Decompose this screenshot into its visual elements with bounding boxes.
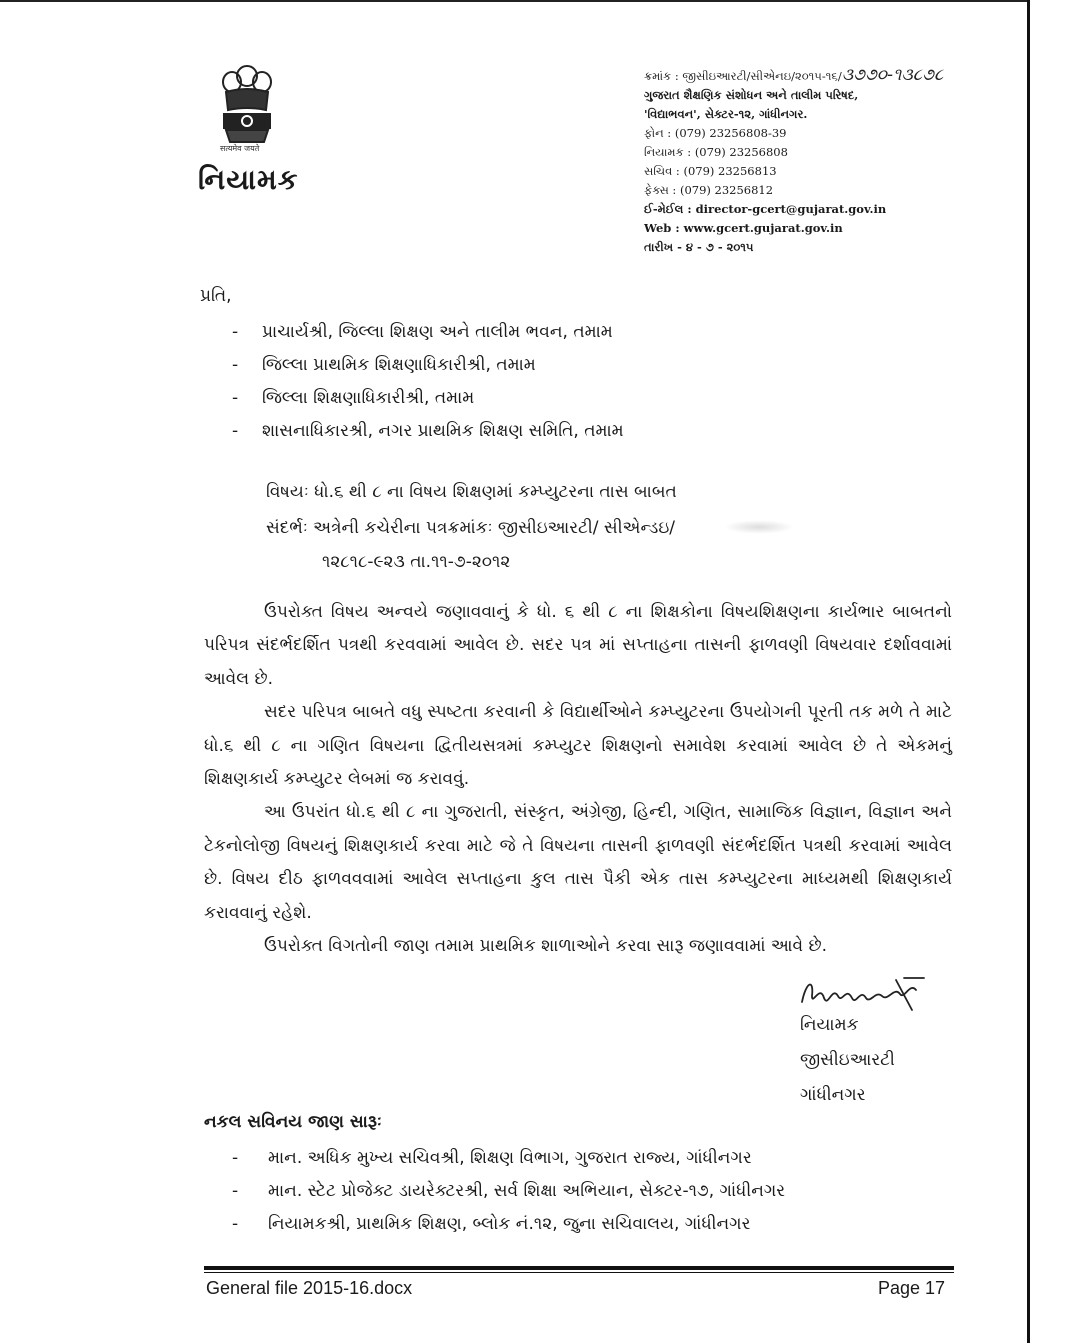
signoff-title: નિયામક [800,1015,859,1035]
email-line: ઈ-મેઈલ : director-gcert@gujarat.gov.in [644,202,887,216]
body-paragraph-2: સદર પરિપત્ર બાબતે વધુ સ્પષ્ટતા કરવાની કે વિદ્યાર્થીઓને કમ્પ્યુટરના ઉપયોગની પૂરતી તક મળે તે માટે ધો.૬ થી ૮ ના ગણિત વિષયના દ્વિતીયસત્રમાં કમ્પ્યુટર શિક્ષણનો સમાવેશ કરવામાં આવેલ છે તે એકમનું શિક્ષણકાર્ય કમ્પ્યુટર લેબમાં જ કરાવવું. [204,702,952,790]
handwritten-signature [800,972,930,1012]
bullet-dash: - [232,1181,239,1201]
addressee-heading: પ્રતિ, [200,286,232,306]
copy-text: નિયામકશ્રી, પ્રાથમિક શિક્ષણ, બ્લોક નં.૧૨, જુના સચિવાલય, ગાંધીનગર [268,1214,751,1234]
body-paragraph-1: ઉપરોક્ત વિષય અન્વયે જણાવવાનું કે ધો. ૬ થી ૮ ના શિક્ષકોના વિષયશિક્ષણના કાર્યભાર બાબતનો પરિપત્ર સંદર્ભદર્શિત પત્રથી કરવવામાં આવેલ છે. સદર પત્ર માં સપ્તાહના તાસની ફાળવણી વિષયવાર દર્શાવવામાં આવેલ છે. [204,602,952,689]
recipient-item [232,349,624,382]
recipient-text: શાસનાધિકારશ્રી, નગર પ્રાથમિક શિક્ષણ સમિતિ, તમામ [262,421,624,441]
signoff-org: જીસીઇઆરટી [800,1050,895,1070]
recipient-item [232,415,624,448]
copy-text: માન. સ્ટેટ પ્રોજેક્ટ ડાયરેક્ટરશ્રી, સર્વ શિક્ષા અભિયાન, સેક્ટર-૧૭, ગાંધીનગર [268,1181,786,1201]
national-emblem-icon [212,58,282,148]
scan-smudge [724,520,794,534]
body-paragraph-3: આ ઉપરાંત ધો.૬ થી ૮ ના ગુજરાતી, સંસ્કૃત, અંગ્રેજી, હિન્દી, ગણિત, સામાજિક વિજ્ઞાન, વિજ્ઞાન અને ટેકનોલોજી વિષયનું શિક્ષણકાર્ય કરવા માટે જે તે વિષયના તાસની ફાળવણી સંદર્ભદર્શિત પત્રથી કરવામાં આવેલ છે. વિષય દીઠ ફાળવવવામાં આવેલ સપ્તાહના કુલ તાસ પૈકી એક તાસ કમ્પ્યુટરના માધ્યમથી શિક્ષણકાર્ય કરાવવાનું રહેશે. [204,802,952,923]
signoff-place: ગાંધીનગર [800,1085,866,1105]
reference-number [644,66,943,86]
footer-rule-thin [204,1272,954,1273]
recipient-text: પ્રાચાર્યશ્રી, જિલ્લા શિક્ષણ અને તાલીમ ભવન, તમામ [262,322,613,342]
bullet-dash: - [232,322,239,342]
copies-list [232,1142,785,1241]
reference-prefix: ક્રમાંક : જીસીઇઆરટી/સીએનઇ/૨૦૧૫-૧૬/ [644,69,842,83]
date-line: તારીખ - ૪ - ૭ - ૨૦૧૫ [644,240,754,254]
sachiv-phone-line: સચિવ : (079) 23256813 [644,164,777,178]
letter-body [204,596,952,963]
copies-heading: નકલ સવિનય જાણ સારૂઃ [204,1112,382,1132]
copy-item [232,1208,785,1241]
niyamak-phone-line: નિયામક : (079) 23256808 [644,145,788,159]
org-line-2: 'વિદ્યાભવન', સેક્ટર-૧૨, ગાંધીનગર. [644,107,808,121]
letterhead-block [644,66,943,257]
bullet-dash: - [232,1148,239,1168]
fax-line: ફેક્સ : (079) 23256812 [644,183,774,197]
footer-page-number: Page 17 [878,1278,946,1298]
copy-item [232,1142,785,1175]
department-title: નિયામક [198,163,299,196]
bullet-dash: - [232,421,239,441]
footer-rule [204,1266,954,1270]
copy-text: માન. અધિક મુખ્ય સચિવશ્રી, શિક્ષણ વિભાગ, ગુજરાત રાજ્ય, ગાંધીનગર [268,1148,752,1168]
reference-handwritten: ૩૭૭૦-૧૩૮૭૮ [841,65,944,85]
reference-line-2: ૧૨૮૧૮-૯૨૩ તા.૧૧-૭-૨૦૧૨ [322,552,511,572]
subject-line: વિષયઃ ધો.૬ થી ૮ ના વિષય શિક્ષણમાં કમ્પ્યુટરના તાસ બાબત [266,482,677,502]
recipient-item [232,316,624,349]
bullet-dash: - [232,355,239,375]
emblem-motto: सत्यमेव जयते [220,144,260,153]
signoff-block [800,1008,895,1113]
phone-line: ફોન : (079) 23256808-39 [644,126,787,140]
recipient-list [232,316,624,448]
recipient-text: જિલ્લા પ્રાથમિક શિક્ષણાધિકારીશ્રી, તમામ [262,355,536,375]
bullet-dash: - [232,388,239,408]
recipient-text: જિલ્લા શિક્ષણાધિકારીશ્રી, તમામ [262,388,475,408]
reference-line-1: સંદર્ભઃ અત્રેની કચેરીના પત્રક્રમાંકઃ જીસીઇઆરટી/ સીએન્ડઇ/ [266,518,676,538]
org-line-1: ગુજરાત શૈક્ષણિક સંશોધન અને તાલીમ પરિષદ, [644,88,859,102]
footer-file-name: General file 2015-16.docx [206,1278,413,1298]
bullet-dash: - [232,1214,239,1234]
web-line: Web : www.gcert.gujarat.gov.in [644,221,843,235]
body-paragraph-4: ઉપરોક્ત વિગતોની જાણ તમામ પ્રાથમિક શાળાઓને કરવા સારૂ જણાવવામાં આવે છે. [264,936,828,957]
copy-item [232,1175,785,1208]
recipient-item [232,382,624,415]
